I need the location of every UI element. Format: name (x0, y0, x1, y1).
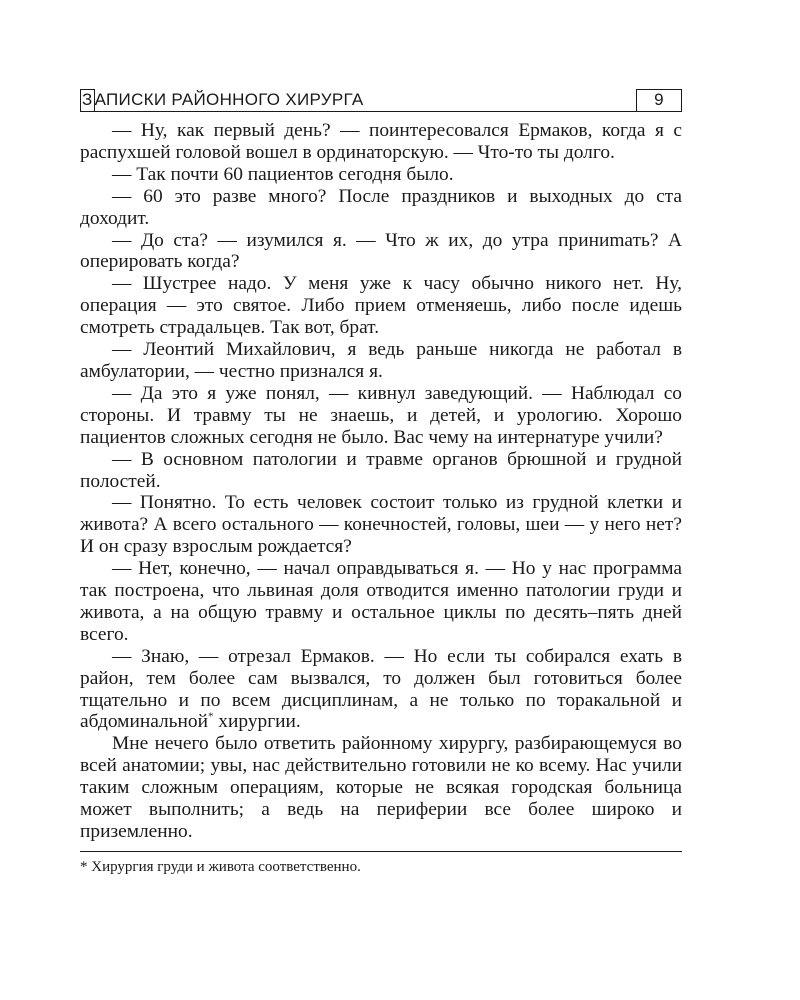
footnote-marker: * (207, 711, 214, 723)
running-header (80, 87, 682, 112)
paragraph: — Да это я уже понял, — кивнул заведующий. — Наблюдал со стороны. И травму ты не знаешь, и детей, и урологию. Хорошо пациентов сложных сегодня не было. Вас чему на интернатуре учили? (80, 382, 682, 448)
page-number: 9 (636, 89, 682, 111)
paragraph-with-footnote (80, 646, 682, 734)
main-text (80, 120, 682, 843)
paragraph: — До ста? — изумился я. — Что ж их, до утра приниmать? А оперировать когда? (80, 229, 682, 273)
paragraph: — В основном патологии и травме органов брюшной и грудной полостей. (80, 448, 682, 492)
footnote-divider (80, 851, 682, 852)
paragraph: — Шустрее надо. У меня уже к часу обычно никого нет. Ну, операция — это святое. Либо прием отменяешь, либо после идешь смотреть страдальцев. Так вот, брат. (80, 273, 682, 339)
title-initial-letter: З (82, 90, 93, 109)
paragraph-text: — Знаю, — отрезал Ермаков. — Но если ты собирался ехать в район, тем более сам вызвался, то должен был готовиться более тщательно и по всем дисциплинам, а не только по торакальной и абдоминальной (80, 645, 682, 733)
paragraph: — Нет, конечно, — начал оправдываться я. — Но у нас программа так построена, что львиная доля отводится именно патологии груди и живота, а на общую травму и остальное циклы по десять–пять дней всего. (80, 558, 682, 645)
paragraph: — Понятно. То есть человек состоит только из грудной клетки и живота? А всего остального — конечностей, головы, шеи — у него нет? И он сразу взрослым рождается? (80, 492, 682, 558)
paragraph: Мне нечего было ответить районному хирургу, разбирающемуся во всей анатомии; увы, нас действительно готовили не ко всему. Нас учили таким сложным операциям, которые не всякая городская больница может выполнить; а ведь на периферии все более широко и приземленно. (80, 733, 682, 842)
paragraph: — 60 это разве много? После праздников и выходных до ста доходит. (80, 185, 682, 229)
paragraph: — Леонтий Михайлович, я ведь раньше никогда не работал в амбулатории, — честно признался я. (80, 339, 682, 382)
book-title (80, 89, 364, 111)
book-page (80, 87, 682, 876)
paragraph-tail: хирургии. (213, 711, 301, 733)
paragraph: — Так почти 60 пациентов сегодня было. (112, 163, 454, 185)
title-text: АПИСКИ РАЙОННОГО ХИРУРГА (94, 90, 364, 109)
paragraph: — Ну, как первый день? — поинтересовался Ермаков, когда я с распухшей головой вошел в ординаторскую. — Что-то ты долго. (80, 120, 682, 163)
footnote: * Хирургия груди и живота соответственно. (80, 858, 361, 875)
